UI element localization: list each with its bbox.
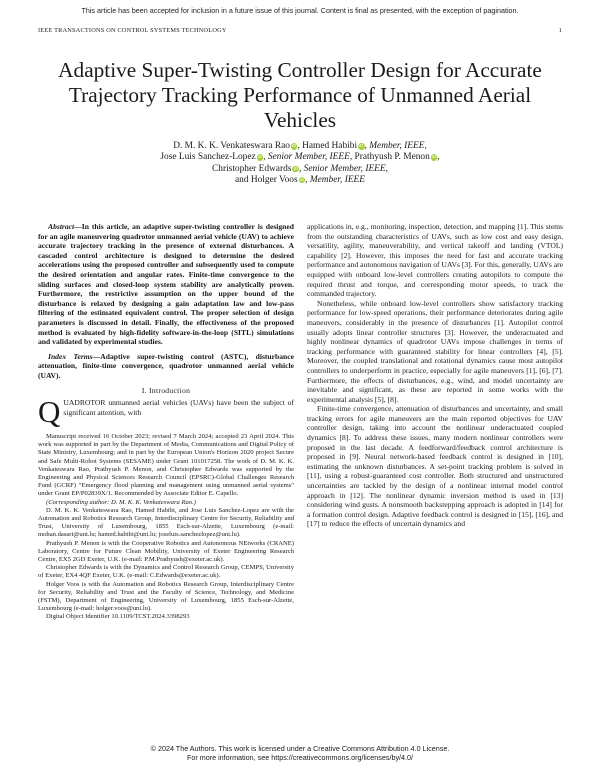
abstract-block (38, 222, 294, 381)
license-line-1: © 2024 The Authors. This work is licensed under a Creative Commons Attribution 4.0 License. (150, 744, 450, 753)
author-6: and Holger Voos (234, 174, 298, 185)
author-2: Hamed Habibi (302, 141, 358, 151)
right-paragraph-3: Finite-time convergence, attenuation of disturbances and uncertainty, and small tracking errors for agile maneuvers are the main reported objectives for UAV controller design, taking into account the nonlinear underactuated coupled dynamics [8]. To address these issues, many modern nonlinear controllers were proposed in the last decade. A feedforward/feedback control architecture is proposed in [9]. Neural network-based feedback control is designed in [10], estimating the unknown disturbances. A set-point tracking problem is solved in [11], using a robust-guaranteed cost controller. Both structured and unstructured uncertainties are tackled by the design of a nonlinear internal model control approach in [12]. The nonlinear dynamic inversion method is used in [13] considering wind gusts. A nonsmooth backstepping approach is adopted in [14] for a formation control design. Adaptive feedback control is designed in [15], [16], and [17] to reduce the effects of uncertain dynamics and (307, 404, 563, 529)
author-2-role: Member, IEEE (369, 141, 425, 151)
right-paragraph-2: Nonetheless, while onboard low-level controllers show satisfactory tracking performance for low-speed operations, their performance deteriorates during agile maneuvers, considerably in the presence of disturbances [1]. Autopilot control usually adopts linear controller structures [3]. However, the underactuated and highly nonlinear dynamics of quadrotor UAVs impose challenges in terms of tracking performance with guaranteed stability for linear controllers [4], [5]. Moreover, the coupled translational and rotational dynamics cause most autopilot controllers to underperform in practice, especially for agile maneuvers [1], [6], [7]. Furthermore, the effects of disturbances, e.g., wind, and model uncertainty are inevitable and significant, as these are reported in some works with the experimental analysis [5], [8]. (307, 298, 563, 404)
orcid-icon[interactable]: iD (257, 154, 263, 160)
footnote-affiliation-2: Prathyush P. Menon is with the Cooperative Robotics and Autonomous NEtworks (CRANE) Laboratory, Centre for Future Clean Mobility, University of Exeter Engineering Research Centre, EX5 2GD Exeter, U.K. (e-mail: P.M.Prathyush@exeter.ac.uk). (38, 539, 294, 564)
license-footer (0, 744, 600, 762)
footnote-affiliation-1: D. M. K. K. Venkateswara Rao, Hamed Habibi, and Jose Luis Sanchez-Lopez are with the Automation and Robotics Research Group, Interdisciplinary Centre for Security, Reliability and Trust, University of Luxembourg, 1855 Esch-sur-Alzette, Luxembourg (e-mail: mohan.dasari@uni.lu; hamed.habibi@uni.lu; joseluis.sanchezlopez@uni.lu). (38, 506, 294, 539)
right-paragraph-1: applications in, e.g., monitoring, inspection, detection, and mapping [1]. This stems from the outstanding characteristics of UAVs, such as low cost and easy design, versatility, agility, maneuverability, and vertical takeoff and landing (VTOL) capability [2]. However, this imposes the need for fast and accurate tracking performance and autonomous navigation of UAVs [3]. For this, generally, UAVs are equipped with onboard low-level controllers creating autopilots to compute the required thrust and torque, and corresponding motor speeds, to track the commanded trajectory. (307, 222, 563, 299)
author-4: Prathyush P. Menon (354, 152, 430, 163)
orcid-icon[interactable]: iD (292, 143, 297, 148)
footnotes (38, 433, 294, 622)
right-column (307, 222, 563, 529)
footnote-doi: Digital Object Identifier 10.1109/TCST.2024.3398293 (46, 613, 190, 621)
journal-name: IEEE TRANSACTIONS ON CONTROL SYSTEMS TECHNOLOGY (38, 27, 227, 34)
license-line-2[interactable]: For more information, see https://creativecommons.org/licenses/by/4.0/ (186, 753, 414, 762)
author-6-role: Member, IEEE (309, 174, 366, 185)
orcid-icon[interactable]: iD (293, 165, 298, 171)
author-1: D. M. K. K. Venkateswara Rao (173, 141, 290, 151)
dropcap: Q (38, 394, 61, 429)
footnote-affiliation-3: Christopher Edwards is with the Dynamics and Control Research Group, CEMPS, University of Exeter, EX4 4QF Exeter, U.K. (e-mail: C.Edwards@exeter.ac.uk). (38, 564, 294, 580)
author-3-role: Senior Member, IEEE (267, 152, 350, 163)
index-terms-label: Index Terms— (48, 351, 101, 361)
index-terms (38, 352, 294, 381)
author-list: D. M. K. K. Venkateswara Rao iD, Hamed Habibi iD, Member, IEEE, Jose Luis Sanchez-Lopez iD, Senior Member, IEEE, Prathyush P. Menon iD, Christopher Edwards iD, Senior Member, IEEE, and Holger Voos iD, Member, IEEE (160, 141, 440, 185)
author-5: Christopher Edwards (212, 163, 292, 174)
orcid-icon[interactable]: iD (299, 176, 305, 182)
abstract-text: In this article, an adaptive super-twisting controller is designed for an agile maneuvering quadrotor unmanned aerial vehicle (UAV) to achieve accurate trajectory tracking in the presence of external disturbances. A cascaded control architecture is designed to determine the desired accelerations using the proposed controller and subsequently used to compute the desired orientation and angular rates. Finite-time convergence to the sliding surfaces and closed-loop system stability are analytically proven. Furthermore, the restrictive assumption on the upper bound of the disturbance is relaxed by designing a gain adaptation law and low-pass filtering of the estimated equivalent control. The proper selection of design parameters is discussed in detail. Finally, the effectiveness of the proposed method is evaluated by high-fidelity software-in-the-loop (SITL) simulations and validated by experimental studies. (38, 222, 294, 347)
author-5-role: Senior Member, IEEE (303, 163, 386, 174)
paper-title: Adaptive Super-Twisting Controller Design for Accurate Trajectory Tracking Performance of Unmanned Aerial Vehicles (58, 58, 542, 132)
page-number: 1 (558, 27, 562, 34)
orcid-icon[interactable]: iD (359, 143, 364, 148)
orcid-icon[interactable]: iD (431, 154, 437, 160)
abstract (38, 222, 294, 347)
section-heading: I. Introduction (141, 386, 191, 395)
footnote-manuscript: Manuscript received 16 October 2023; revised 7 March 2024; accepted 23 April 2024. This work was supported in part by the Department of Media, Communications and Digital Policy of State Ministry, Luxembourg; and in part by the European Union's Horizon 2020 project Secure and Safe Multi-Robot Systems (SESAME) under Grant 101017258. The work of D. M. K. K. Venkateswara Rao, Prathyush P. Menon, and Christopher Edwards was supported by the Engineering and Physical Sciences Research Council (EPSRC)-Global Challenges Research Fund (GCRF) "Emergency flood planning and management using unmanned aerial systems" under Grant EP/P02839X/1. Recommended by Associate Editor E. Capello. (38, 433, 294, 498)
footnote-corresponding: (Corresponding author: D. M. K. K. Venkateswara Rao.) (46, 498, 196, 506)
acceptance-notice: This article has been accepted for inclusion in a future issue of this journal. Content is final as presented, with the exception of pagination. (81, 6, 519, 15)
footnote-affiliation-4: Holger Voos is with the Automation and Robotics Research Group, Interdisciplinary Centre for Security, Reliability and Trust and the Faculty of Science, Technology, and Medicine (FSTM), Department of Engineering, University of Luxembourg, 1855 Esch-sur-Alzette, Luxembourg (e-mail: holger.voos@uni.lu). (38, 580, 294, 613)
abstract-label: Abstract— (48, 222, 82, 231)
intro-text: UADROTOR unmanned aerial vehicles (UAVs) have been the subject of significant attention, with (63, 398, 294, 417)
running-header (38, 27, 562, 34)
author-3: Jose Luis Sanchez-Lopez (160, 152, 256, 163)
index-terms-text: Adaptive super-twisting control (ASTC), disturbance attenuation, finite-time convergence, quadrotor unmanned aerial vehicle (UAV). (38, 351, 295, 380)
intro-paragraph (38, 394, 294, 429)
